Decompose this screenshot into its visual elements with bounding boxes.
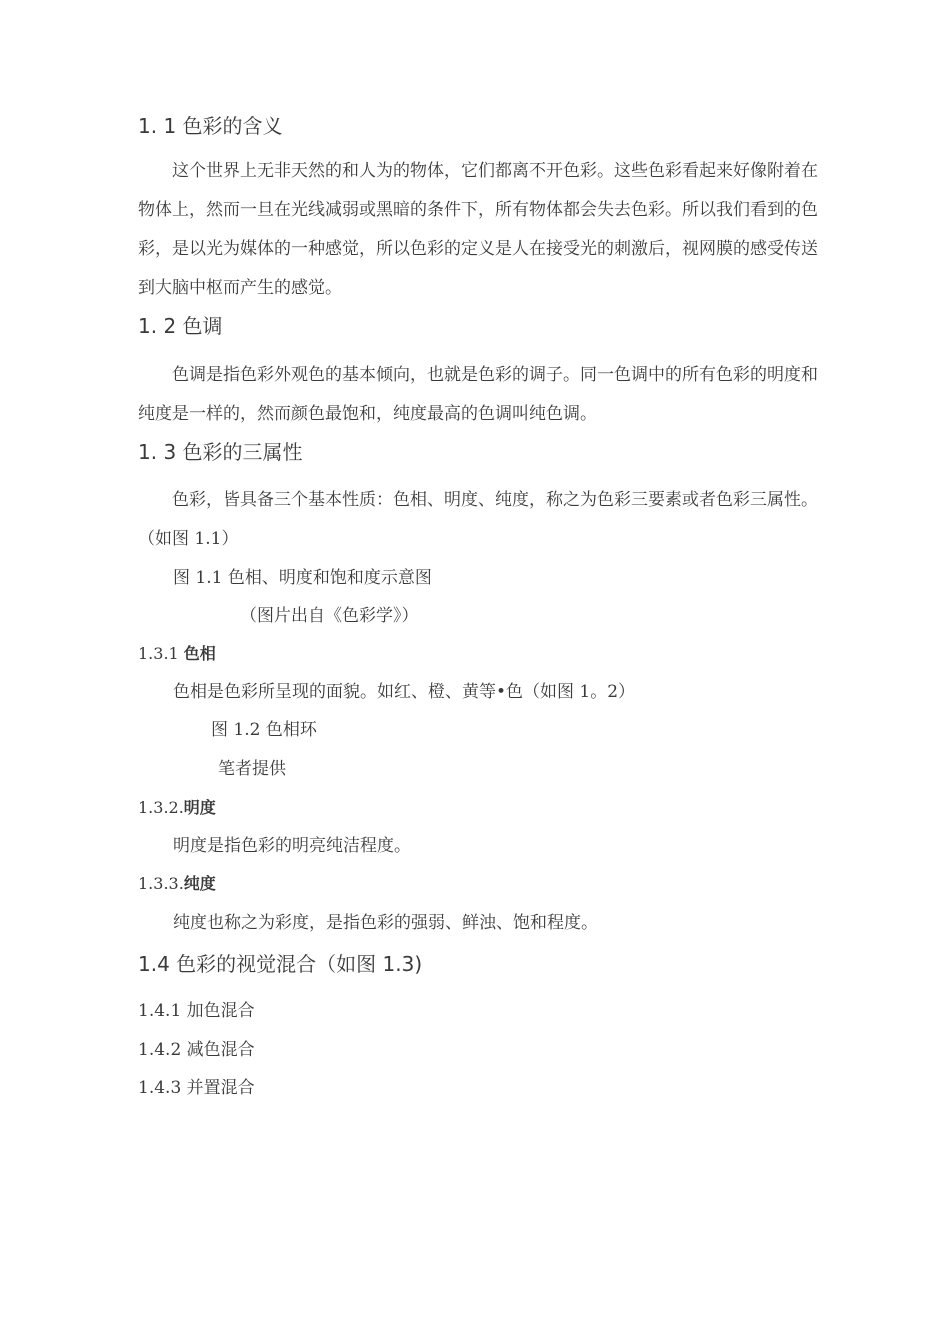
heading-1-1: 1. 1 色彩的含义 <box>138 114 283 138</box>
paragraph-1-1 <box>138 152 828 308</box>
heading-1-3-1-label: 色相 <box>183 644 216 663</box>
heading-1-3-2 <box>138 796 216 820</box>
figure-1-1-source: （图片出自《色彩学》） <box>240 606 419 626</box>
paragraph-1-2-text: 色调是指色彩外观色的基本倾向，也就是色彩的调子。同一色调中的所有色彩的明度和纯度是一样的，然而颜色最饱和，纯度最高的色调叫纯色调。 <box>138 365 818 424</box>
paragraph-1-3-text: 色彩，皆具备三个基本性质：色相、明度、纯度，称之为色彩三要素或者色彩三属性。（如图 1.1） <box>138 490 818 549</box>
subsection-1-4-3: 1.4.3 并置混合 <box>138 1078 255 1098</box>
heading-1-3-3-label: 纯度 <box>183 874 216 893</box>
paragraph-1-3-3: 纯度也称之为彩度，是指色彩的强弱、鲜浊、饱和程度。 <box>173 913 598 933</box>
heading-1-3-2-number: 1.3.2. <box>138 798 184 817</box>
paragraph-1-1-text: 这个世界上无非天然的和人为的物体，它们都离不开色彩。这些色彩看起来好像附着在物体上，然而一旦在光线减弱或黑暗的条件下，所有物体都会失去色彩。所以我们看到的色彩，是以光为媒体的一种感觉，所以色彩的定义是人在接受光的刺激后，视网膜的感受传送到大脑中枢而产生的感觉。 <box>138 161 818 298</box>
heading-1-3-2-label: 明度 <box>183 798 216 817</box>
heading-1-2: 1. 2 色调 <box>138 314 223 338</box>
paragraph-1-3-2: 明度是指色彩的明亮纯洁程度。 <box>173 836 411 856</box>
paragraph-1-3 <box>138 481 828 559</box>
heading-1-3-1-number: 1.3.1 <box>138 644 184 663</box>
figure-1-2-caption: 图 1.2 色相环 <box>211 720 317 740</box>
heading-1-4: 1.4 色彩的视觉混合（如图 1.3) <box>138 952 423 976</box>
paragraph-1-3-1: 色相是色彩所呈现的面貌。如红、橙、黄等•色（如图 1。2） <box>173 682 636 702</box>
subsection-1-4-2: 1.4.2 减色混合 <box>138 1040 255 1060</box>
heading-1-3-3 <box>138 872 216 896</box>
heading-1-3: 1. 3 色彩的三属性 <box>138 440 303 464</box>
figure-1-1-caption: 图 1.1 色相、明度和饱和度示意图 <box>173 568 432 588</box>
figure-1-2-source: 笔者提供 <box>218 759 286 779</box>
subsection-1-4-1: 1.4.1 加色混合 <box>138 1001 255 1021</box>
paragraph-1-2 <box>138 356 828 434</box>
heading-1-3-3-number: 1.3.3. <box>138 874 184 893</box>
heading-1-3-1 <box>138 642 216 666</box>
